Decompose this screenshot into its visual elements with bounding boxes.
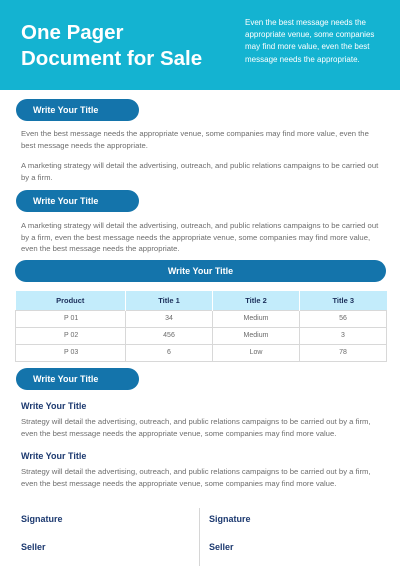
table-cell: Medium (213, 327, 300, 344)
subsection-2-text: Strategy will detail the advertising, outreach, and public relations campaigns to be carried out by a firm, even the best message needs the appropriate venue, some companies may find more value. (21, 467, 371, 488)
section-3-pill: Write Your Title (16, 368, 139, 390)
column-header-title-1: Title 1 (126, 291, 213, 310)
title-line-2: Document for Sale (21, 47, 203, 70)
product-table (15, 291, 387, 362)
table-cell: 34 (126, 310, 213, 327)
column-header-product: Product (16, 291, 126, 310)
table-cell: Medium (213, 310, 300, 327)
table-section-title: Write Your Title (15, 260, 386, 282)
subsection-1-title: Write Your Title (21, 401, 87, 411)
section-2-pill: Write Your Title (16, 190, 139, 212)
table-cell: 6 (126, 344, 213, 361)
table-cell: Low (213, 344, 300, 361)
section-1-paragraph-2: A marketing strategy will detail the advertising, outreach, and public relations campaigns to be carried out by a firm. (21, 161, 379, 182)
table-cell: 56 (300, 310, 387, 327)
left-seller-label: Seller (21, 542, 46, 552)
table-row (16, 327, 387, 344)
header-description: Even the best message needs the appropriate venue, some companies may find more value, even the best message needs the appropriate. (245, 18, 375, 64)
right-signature-label: Signature (209, 514, 251, 524)
table-cell: 78 (300, 344, 387, 361)
table-cell: P 01 (16, 310, 126, 327)
subsection-1-text: Strategy will detail the advertising, outreach, and public relations campaigns to be carried out by a firm, even the best message needs the appropriate venue, some companies may find more value. (21, 417, 371, 438)
column-header-title-3: Title 3 (300, 291, 387, 310)
signature-divider (199, 508, 200, 566)
left-signature-label: Signature (21, 514, 63, 524)
table-cell: 3 (300, 327, 387, 344)
table-cell: P 03 (16, 344, 126, 361)
header-banner (0, 0, 400, 90)
section-1-paragraph-1: Even the best message needs the appropriate venue, some companies may find more value, even the best message needs the appropriate. (21, 129, 369, 150)
table-row (16, 310, 387, 327)
subsection-2-title: Write Your Title (21, 451, 87, 461)
page-title (21, 20, 221, 72)
table-cell: 456 (126, 327, 213, 344)
table-header-row (16, 291, 387, 310)
section-1-pill: Write Your Title (16, 99, 139, 121)
table-cell: P 02 (16, 327, 126, 344)
table-row (16, 344, 387, 361)
title-line-1: One Pager (21, 21, 124, 44)
right-seller-label: Seller (209, 542, 234, 552)
section-2-paragraph: A marketing strategy will detail the advertising, outreach, and public relations campaigns to be carried out by a firm, even the best message needs the appropriate venue, some companies may find more value, even the best message needs the appropriate. (21, 221, 379, 253)
column-header-title-2: Title 2 (213, 291, 300, 310)
